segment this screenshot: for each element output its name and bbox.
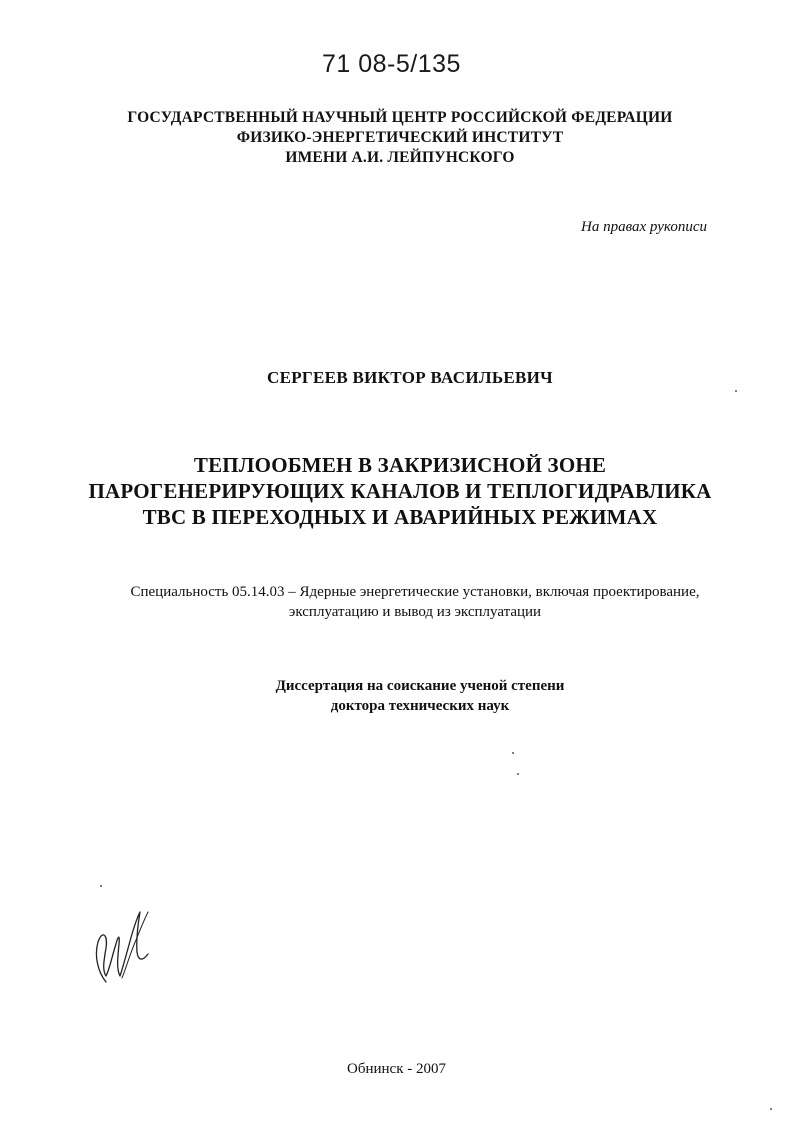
scan-speck bbox=[100, 885, 102, 887]
specialty-line-1: Специальность 05.14.03 – Ядерные энергетические установки, включая проектирование, bbox=[130, 584, 700, 600]
title-line-1: ТЕПЛООБМЕН В ЗАКРИЗИСНОЙ ЗОНЕ bbox=[193, 453, 607, 477]
scan-speck bbox=[770, 1108, 772, 1110]
scan-speck bbox=[512, 752, 514, 754]
manuscript-rights-note: На правах рукописи bbox=[581, 219, 707, 235]
title-line-3: ТВС В ПЕРЕХОДНЫХ И АВАРИЙНЫХ РЕЖИМАХ bbox=[142, 505, 658, 529]
specialty-description bbox=[60, 582, 770, 622]
institution-header bbox=[100, 108, 700, 168]
title-line-2: ПАРОГЕНЕРИРУЮЩИХ КАНАЛОВ И ТЕПЛОГИДРАВЛИКА bbox=[88, 479, 712, 503]
archive-stamp-number: 71 08-5/135 bbox=[322, 50, 461, 78]
institution-line-3: ИМЕНИ А.И. ЛЕЙПУНСКОГО bbox=[285, 149, 515, 166]
institution-line-1: ГОСУДАРСТВЕННЫЙ НАУЧНЫЙ ЦЕНТР РОССИЙСКОЙ ФЕДЕРАЦИИ bbox=[127, 109, 673, 126]
author-name: СЕРГЕЕВ ВИКТОР ВАСИЛЬЕВИЧ bbox=[267, 368, 553, 387]
scan-speck bbox=[517, 773, 519, 775]
dissertation-title bbox=[60, 452, 740, 530]
institution-line-2: ФИЗИКО-ЭНЕРГЕТИЧЕСКИЙ ИНСТИТУТ bbox=[236, 129, 564, 146]
place-and-year: Обнинск - 2007 bbox=[347, 1061, 446, 1077]
degree-line-2: доктора технических наук bbox=[330, 698, 510, 714]
specialty-line-2: эксплуатацию и вывод из эксплуатации bbox=[288, 604, 542, 620]
degree-statement bbox=[100, 676, 740, 716]
scan-speck bbox=[735, 390, 737, 392]
degree-line-1: Диссертация на соискание ученой степени bbox=[275, 678, 565, 694]
handwritten-signature bbox=[92, 898, 154, 988]
